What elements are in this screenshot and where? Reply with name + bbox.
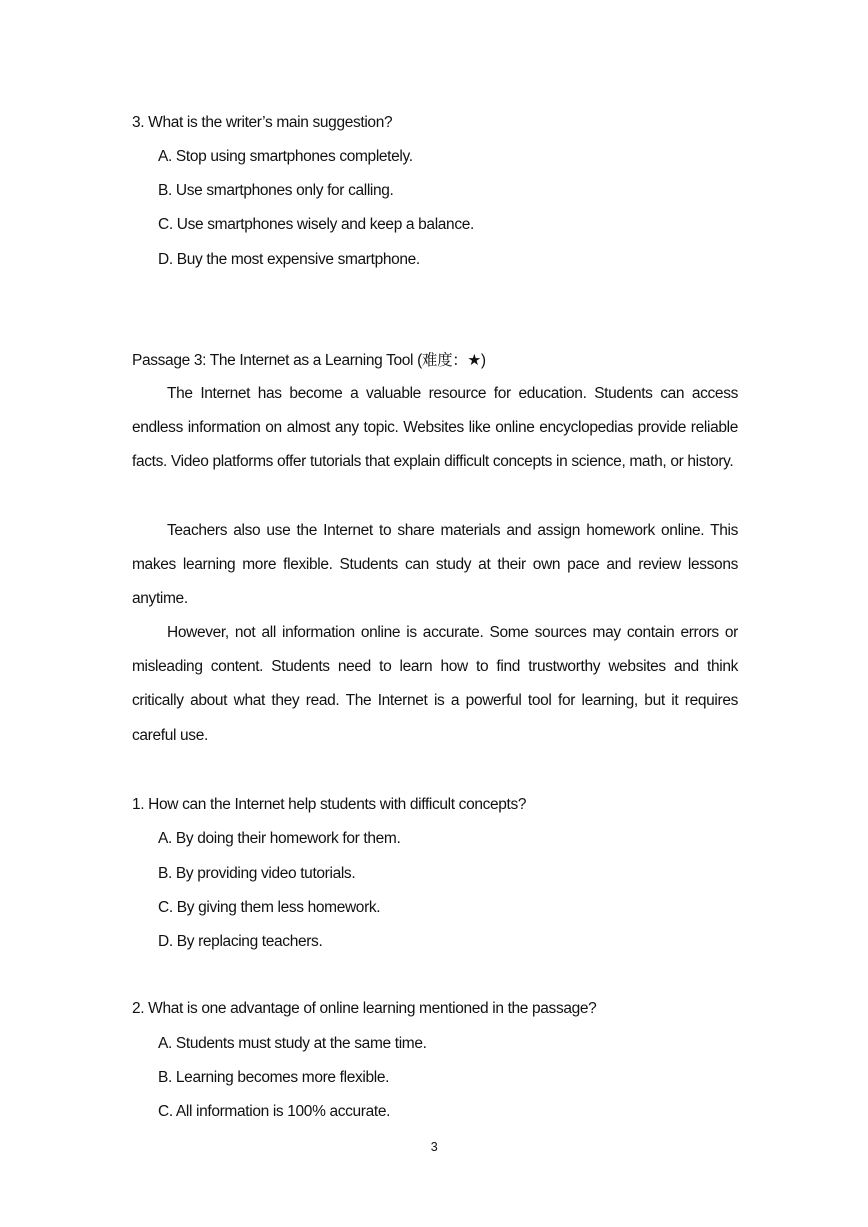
question-2-option-a: A. Students must study at the same time. <box>158 1035 427 1052</box>
passage-paragraph-2: Teachers also use the Internet to share materials and assign homework online. This makes learning more flexible. Students can study at their own pace and review lessons anytime. <box>132 522 738 608</box>
question-1-text: 1. How can the Internet help students with difficult concepts? <box>132 796 527 813</box>
question-3-text: 3. What is the writer’s main suggestion? <box>132 114 393 131</box>
question-1-option-a: A. By doing their homework for them. <box>158 830 401 847</box>
question-1-option-b: B. By providing video tutorials. <box>158 865 356 882</box>
page-number: 3 <box>430 1140 438 1154</box>
question-2-option-b: B. Learning becomes more flexible. <box>158 1069 390 1086</box>
question-3-option-d: D. Buy the most expensive smartphone. <box>158 251 420 268</box>
question-3-option-b: B. Use smartphones only for calling. <box>158 182 394 199</box>
question-2-text: 2. What is one advantage of online learning mentioned in the passage? <box>132 1000 597 1017</box>
question-3-option-c: C. Use smartphones wisely and keep a balance. <box>158 216 474 233</box>
passage-paragraph-1: The Internet has become a valuable resource for education. Students can access endless information on almost any topic. Websites like online encyclopedias provide reliable facts. Video platforms offer tutorials that explain difficult concepts in science, math, or history. <box>132 385 738 471</box>
passage-title: Passage 3: The Internet as a Learning Tool (难度：★) <box>132 352 486 369</box>
passage-paragraph-3: However, not all information online is accurate. Some sources may contain errors or misleading content. Students need to learn how to find trustworthy websites and think critically about what they read. The Internet is a powerful tool for learning, but it requires careful use. <box>132 624 738 744</box>
question-3-option-a: A. Stop using smartphones completely. <box>158 148 413 165</box>
question-2-option-c: C. All information is 100% accurate. <box>158 1103 391 1120</box>
question-1-option-c: C. By giving them less homework. <box>158 899 381 916</box>
question-1-option-d: D. By replacing teachers. <box>158 933 323 950</box>
